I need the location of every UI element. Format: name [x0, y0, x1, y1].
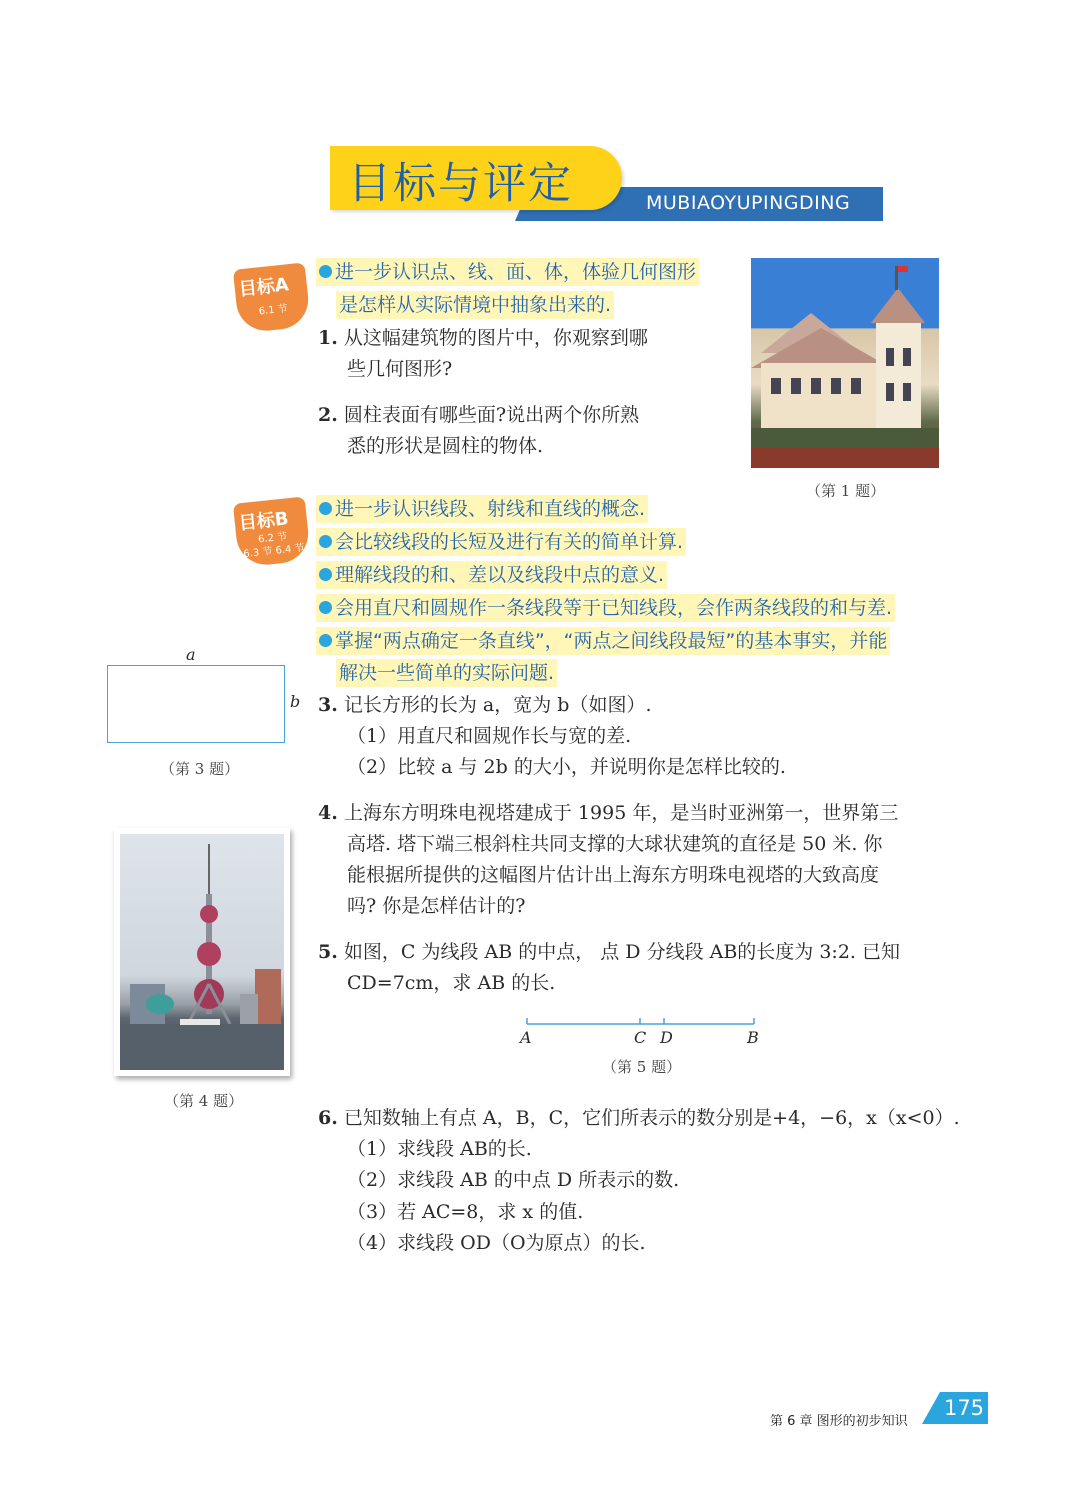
goal-b-badge [233, 496, 311, 567]
q3-sub-2: （2）比较 a 与 2b 的大小，并说明你是怎样比较的. [347, 756, 786, 778]
goal-b-line-1: 进一步认识线段、射线和直线的概念. [316, 495, 648, 523]
bullet-dot-icon [319, 265, 332, 278]
q2-line-2: 悉的形状是圆柱的物体. [347, 435, 544, 457]
building-illustration [751, 258, 939, 468]
bullet-dot-icon [319, 634, 332, 647]
fig5-label-b: B [747, 1028, 759, 1047]
q3: 3. 记长方形的长为 a，宽为 b（如图）. [318, 694, 652, 716]
page-number-tab [922, 1392, 940, 1424]
footer-chapter: 第 6 章 图形的初步知识 [770, 1414, 908, 1429]
fig5-label-d: D [660, 1028, 673, 1047]
fig5-label-c: C [634, 1028, 647, 1047]
q4-line-3: 能根据所提供的这幅图片估计出上海东方明珠电视塔的大致高度 [347, 864, 880, 886]
photo4-caption: （第 4 题） [164, 1092, 244, 1110]
fig3-rectangle [107, 665, 285, 743]
page-number: 175 [940, 1392, 988, 1424]
bullet-dot-icon [319, 568, 332, 581]
goal-a-badge-label: 目标A [237, 274, 290, 301]
goal-a-badge [233, 262, 311, 333]
fig5-caption: （第 5 题） [602, 1058, 682, 1076]
goal-b-section-1: 6.2 节 [257, 531, 288, 546]
fig3-caption: （第 3 题） [160, 760, 240, 778]
tower-photo [114, 828, 290, 1076]
q5-line-2: CD=7cm，求 AB 的长. [347, 972, 556, 994]
q3-sub-1: （1）用直尺和圆规作长与宽的差. [347, 725, 632, 747]
tower-illustration [120, 834, 284, 1070]
goal-b-line-5: 掌握“两点确定一条直线”，“两点之间线段最短”的基本事实，并能 [316, 627, 890, 655]
q6-sub-2: （2）求线段 AB 的中点 D 所表示的数. [347, 1169, 680, 1191]
fig3-label-a: a [186, 645, 196, 664]
bullet-dot-icon [319, 502, 332, 515]
goal-a-section: 6.1 节 [258, 303, 289, 318]
q4-line-4: 吗? 你是怎样估计的? [347, 895, 526, 917]
q6-sub-1: （1）求线段 AB的长. [347, 1138, 532, 1160]
goal-b-line-2: 会比较线段的长短及进行有关的简单计算. [316, 528, 686, 556]
goal-a-line-1: 进一步认识点、线、面、体，体验几何图形 [316, 258, 699, 286]
q5: 5. 如图，C 为线段 AB 的中点， 点 D 分线段 AB的长度为 3:2. 已知 [318, 941, 901, 963]
photo1-caption: （第 1 题） [806, 482, 886, 500]
bullet-dot-icon [319, 535, 332, 548]
q4: 4. 上海东方明珠电视塔建成于 1995 年，是当时亚洲第一，世界第三 [318, 802, 899, 824]
q6-sub-4: （4）求线段 OD（O为原点）的长. [347, 1232, 646, 1254]
q6-sub-3: （3）若 AC=8，求 x 的值. [347, 1201, 584, 1223]
fig5-label-a: A [520, 1028, 532, 1047]
q1: 1. 从这幅建筑物的图片中，你观察到哪 [318, 327, 648, 349]
goal-a-line-2: 是怎样从实际情境中抽象出来的. [336, 291, 614, 319]
goal-b-badge-label: 目标B [237, 508, 290, 535]
page-title: 目标与评定 [348, 159, 573, 209]
bullet-dot-icon [319, 601, 332, 614]
building-photo [751, 258, 939, 468]
goal-b-line-6: 解决一些简单的实际问题. [336, 659, 557, 687]
goal-b-line-4: 会用直尺和圆规作一条线段等于已知线段，会作两条线段的和与差. [316, 594, 895, 622]
q4-line-2: 高塔. 塔下端三根斜柱共同支撑的大球状建筑的直径是 50 米. 你 [347, 833, 883, 855]
goal-b-section-2: 6.3 节 6.4 节 [242, 542, 306, 561]
goal-b-line-3: 理解线段的和、差以及线段中点的意义. [316, 561, 667, 589]
q1-line-2: 些几何图形? [347, 358, 453, 380]
title-pinyin: MUBIAOYUPINGDING [646, 192, 851, 214]
fig3-label-b: b [290, 692, 301, 711]
q6: 6. 已知数轴上有点 A，B，C，它们所表示的数分别是+4，−6，x（x<0）. [318, 1107, 960, 1129]
q2: 2. 圆柱表面有哪些面?说出两个你所熟 [318, 404, 640, 426]
